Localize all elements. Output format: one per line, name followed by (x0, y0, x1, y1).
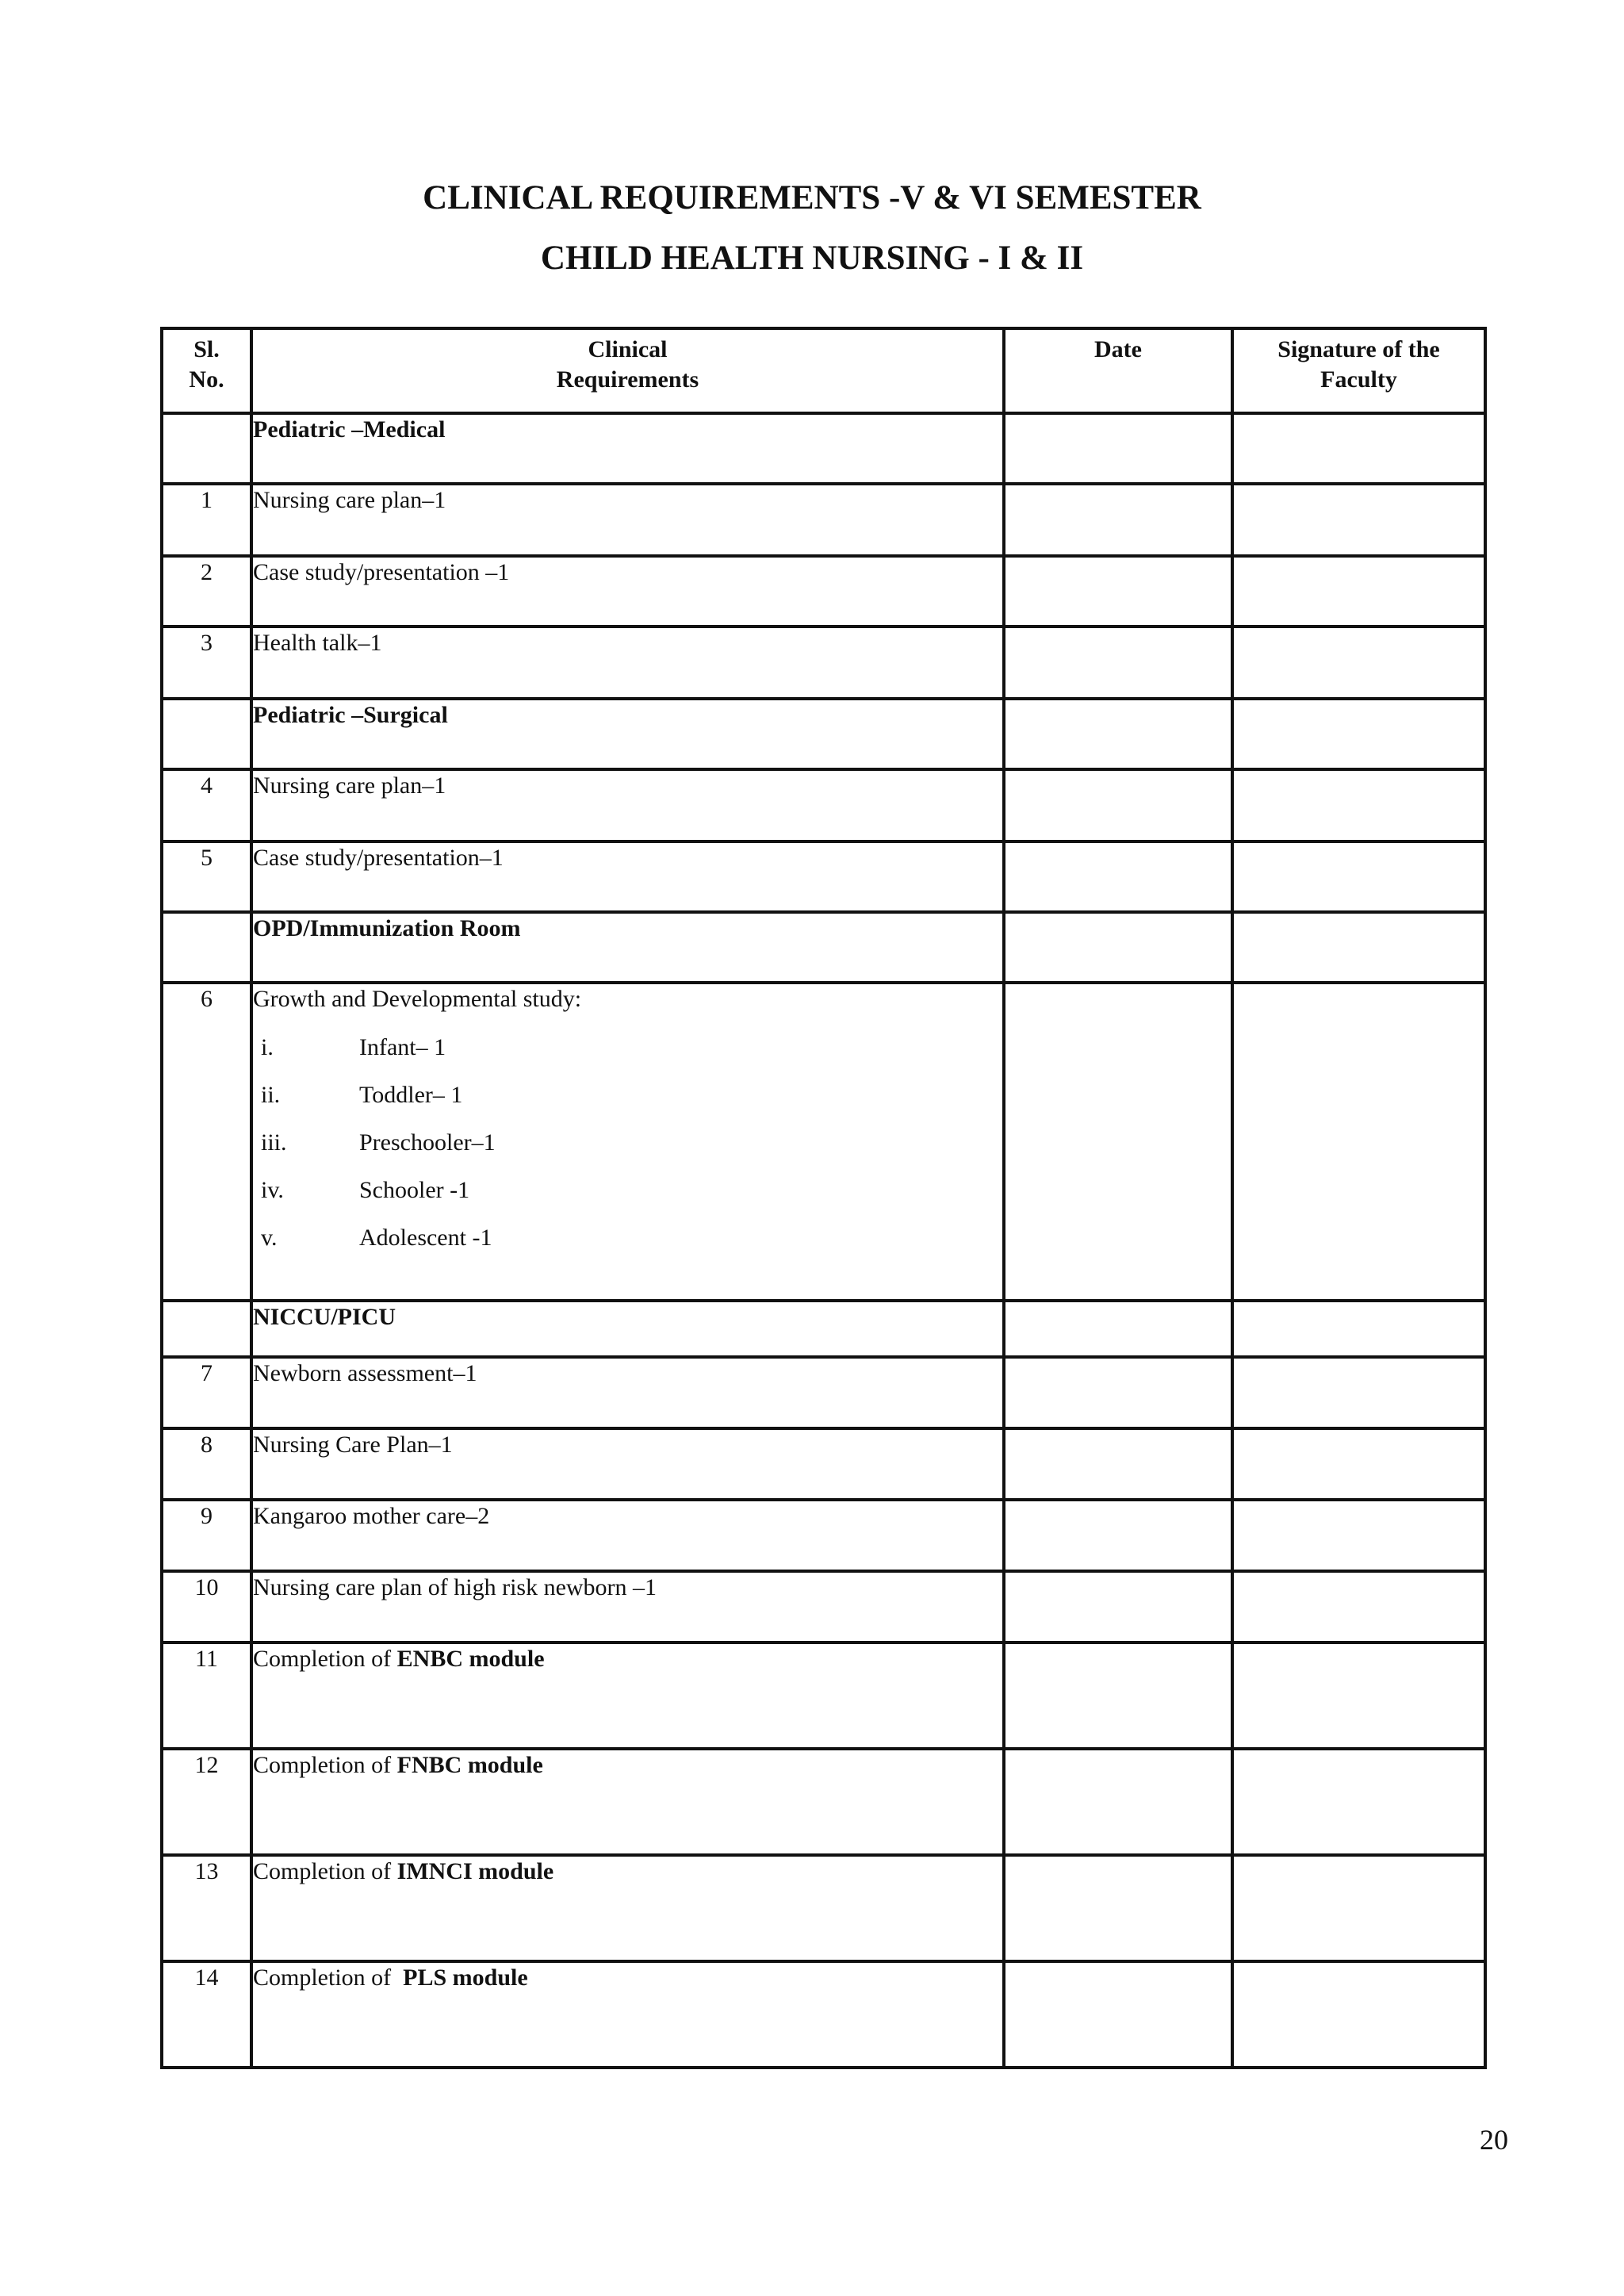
requirement-text: Growth and Developmental study: (253, 986, 582, 1012)
module-name: IMNCI module (396, 1858, 554, 1884)
requirement-text: Nursing care plan of high risk newborn –1 (251, 1571, 1004, 1642)
signature-cell[interactable] (1232, 983, 1485, 1301)
header-signature (1232, 328, 1485, 413)
requirement-prefix: Completion of (253, 1964, 404, 1991)
date-cell[interactable] (1004, 1642, 1232, 1749)
section-heading: Pediatric –Medical (251, 413, 1004, 484)
requirement-cell (251, 1855, 1004, 1961)
sl-no: 1 (162, 484, 251, 556)
header-sl-line1: Sl. (193, 336, 220, 362)
signature-cell[interactable] (1232, 413, 1485, 484)
signature-cell[interactable] (1232, 1428, 1485, 1500)
table-row (162, 1642, 1485, 1749)
table-row (162, 1855, 1485, 1961)
date-cell[interactable] (1004, 1428, 1232, 1500)
sl-no: 7 (162, 1357, 251, 1428)
requirement-text: Nursing Care Plan–1 (251, 1428, 1004, 1500)
module-name: FNBC module (396, 1752, 543, 1778)
date-cell[interactable] (1004, 769, 1232, 841)
signature-cell[interactable] (1232, 769, 1485, 841)
signature-cell[interactable] (1232, 1301, 1485, 1357)
sl-no: 13 (162, 1855, 251, 1961)
sub-item-number: iv. (261, 1177, 284, 1203)
sl-no: 2 (162, 556, 251, 627)
sub-item (253, 1071, 1002, 1119)
requirement-text: Nursing care plan–1 (251, 769, 1004, 841)
signature-cell[interactable] (1232, 912, 1485, 983)
header-req-line1: Clinical (588, 336, 668, 362)
table-row (162, 841, 1485, 912)
date-cell[interactable] (1004, 1855, 1232, 1961)
sl-no: 6 (162, 983, 251, 1301)
date-cell[interactable] (1004, 1357, 1232, 1428)
page-number: 20 (1480, 2124, 1508, 2156)
signature-cell[interactable] (1232, 627, 1485, 699)
sub-item (253, 1024, 1002, 1071)
header-sig-line2: Faculty (1320, 366, 1397, 393)
signature-cell[interactable] (1232, 1357, 1485, 1428)
clinical-requirements-table (160, 327, 1487, 2069)
date-cell[interactable] (1004, 912, 1232, 983)
section-heading: OPD/Immunization Room (251, 912, 1004, 983)
requirement-cell (251, 1961, 1004, 2068)
requirement-prefix: Completion of (253, 1646, 397, 1672)
sl-no: 12 (162, 1749, 251, 1855)
section-heading: NICCU/PICU (251, 1301, 1004, 1357)
sub-item-number: ii. (261, 1082, 281, 1108)
requirement-prefix: Completion of (253, 1752, 397, 1778)
header-req-line2: Requirements (556, 366, 699, 393)
header-row (162, 328, 1485, 413)
sub-item-number: iii. (261, 1129, 287, 1156)
signature-cell[interactable] (1232, 1961, 1485, 2068)
sl-no: 10 (162, 1571, 251, 1642)
requirement-cell (251, 983, 1004, 1301)
requirement-text: Kangaroo mother care–2 (251, 1500, 1004, 1571)
sl-no: 4 (162, 769, 251, 841)
signature-cell[interactable] (1232, 484, 1485, 556)
date-cell[interactable] (1004, 484, 1232, 556)
date-cell[interactable] (1004, 841, 1232, 912)
requirement-cell (251, 1749, 1004, 1855)
signature-cell[interactable] (1232, 1642, 1485, 1749)
table-row (162, 484, 1485, 556)
sl-no: 14 (162, 1961, 251, 2068)
section-row-medical (162, 413, 1485, 484)
table-row (162, 627, 1485, 699)
sl-no: 5 (162, 841, 251, 912)
requirement-text: Case study/presentation–1 (251, 841, 1004, 912)
page-title: CLINICAL REQUIREMENTS -V & VI SEMESTER (423, 179, 1201, 217)
date-cell[interactable] (1004, 1500, 1232, 1571)
requirement-text: Nursing care plan–1 (251, 484, 1004, 556)
sub-item-text: Toddler– 1 (359, 1082, 463, 1108)
sl-no: 8 (162, 1428, 251, 1500)
table-row (162, 1749, 1485, 1855)
table-row (162, 1961, 1485, 2068)
header-sig-line1: Signature of the (1277, 336, 1440, 362)
date-cell[interactable] (1004, 1961, 1232, 2068)
date-cell[interactable] (1004, 627, 1232, 699)
table-row (162, 1571, 1485, 1642)
signature-cell[interactable] (1232, 556, 1485, 627)
requirement-text: Case study/presentation –1 (251, 556, 1004, 627)
signature-cell[interactable] (1232, 699, 1485, 769)
date-cell[interactable] (1004, 556, 1232, 627)
header-sl-line2: No. (189, 366, 224, 393)
module-name: ENBC module (396, 1646, 545, 1672)
header-date: Date (1004, 328, 1232, 413)
date-cell[interactable] (1004, 983, 1232, 1301)
table-row (162, 983, 1485, 1301)
sub-item-text: Adolescent -1 (359, 1225, 492, 1251)
table-row (162, 769, 1485, 841)
sl-no: 3 (162, 627, 251, 699)
signature-cell[interactable] (1232, 1571, 1485, 1642)
header-requirements (251, 328, 1004, 413)
table-row (162, 556, 1485, 627)
section-row-opd (162, 912, 1485, 983)
sl-no: 9 (162, 1500, 251, 1571)
requirement-text: Newborn assessment–1 (251, 1357, 1004, 1428)
signature-cell[interactable] (1232, 841, 1485, 912)
sl-no: 11 (162, 1642, 251, 1749)
table-row (162, 1428, 1485, 1500)
date-cell[interactable] (1004, 1301, 1232, 1357)
section-row-surgical (162, 699, 1485, 769)
requirement-prefix: Completion of (253, 1858, 397, 1884)
requirement-cell (251, 1642, 1004, 1749)
sub-item (253, 1167, 1002, 1214)
sub-item (253, 1214, 1002, 1262)
section-row-niccu (162, 1301, 1485, 1357)
requirement-text: Health talk–1 (251, 627, 1004, 699)
date-cell[interactable] (1004, 699, 1232, 769)
module-name: PLS module (403, 1964, 528, 1991)
sub-item-text: Schooler -1 (359, 1177, 470, 1203)
sub-item-text: Infant– 1 (359, 1034, 446, 1060)
date-cell[interactable] (1004, 1571, 1232, 1642)
sub-item-number: v. (261, 1225, 278, 1251)
date-cell[interactable] (1004, 413, 1232, 484)
table-row (162, 1500, 1485, 1571)
date-cell[interactable] (1004, 1749, 1232, 1855)
sub-item (253, 1119, 1002, 1167)
signature-cell[interactable] (1232, 1749, 1485, 1855)
signature-cell[interactable] (1232, 1500, 1485, 1571)
section-heading: Pediatric –Surgical (251, 699, 1004, 769)
page-subtitle: CHILD HEALTH NURSING - I & II (540, 240, 1084, 277)
header-sl-no (162, 328, 251, 413)
sub-item-text: Preschooler–1 (359, 1129, 496, 1156)
sub-item-number: i. (261, 1034, 274, 1060)
table-row (162, 1357, 1485, 1428)
signature-cell[interactable] (1232, 1855, 1485, 1961)
